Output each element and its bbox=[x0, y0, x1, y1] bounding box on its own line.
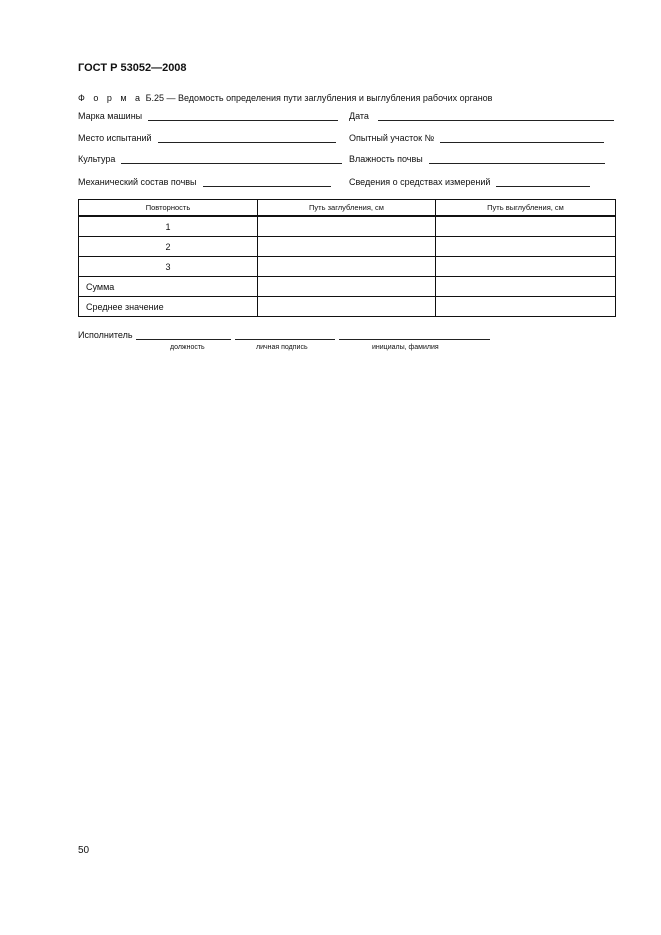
measurement-table bbox=[78, 199, 616, 317]
lifting-cell[interactable] bbox=[436, 277, 616, 297]
table-row bbox=[79, 277, 616, 297]
signature-input-line[interactable] bbox=[235, 330, 335, 340]
plot-field bbox=[349, 133, 604, 143]
soil-moisture-label: Влажность почвы bbox=[349, 154, 423, 164]
instruments-input-line[interactable] bbox=[496, 177, 590, 187]
form-title bbox=[78, 93, 492, 103]
lifting-cell[interactable] bbox=[436, 257, 616, 277]
penetration-cell[interactable] bbox=[258, 216, 436, 237]
instruments-field bbox=[349, 177, 590, 187]
page-number: 50 bbox=[78, 845, 90, 856]
date-field bbox=[349, 111, 614, 121]
row-label: 2 bbox=[79, 237, 258, 257]
penetration-cell[interactable] bbox=[258, 257, 436, 277]
soil-composition-input-line[interactable] bbox=[203, 177, 331, 187]
row-label: 3 bbox=[79, 257, 258, 277]
crop-input-line[interactable] bbox=[121, 154, 342, 164]
crop-label: Культура bbox=[78, 154, 116, 164]
plot-input-line[interactable] bbox=[440, 133, 604, 143]
machine-brand-input-line[interactable] bbox=[148, 111, 338, 121]
table-row bbox=[79, 237, 616, 257]
test-place-input-line[interactable] bbox=[158, 133, 336, 143]
lifting-cell[interactable] bbox=[436, 297, 616, 317]
full-name-input-line[interactable] bbox=[339, 330, 490, 340]
header-penetration-path: Путь заглубления, см bbox=[258, 200, 436, 217]
row-label: 1 bbox=[79, 216, 258, 237]
document-header: ГОСТ Р 53052—2008 bbox=[78, 62, 187, 74]
crop-field bbox=[78, 154, 342, 164]
table-row bbox=[79, 216, 616, 237]
row-label-sum: Сумма bbox=[79, 277, 258, 297]
soil-moisture-field bbox=[349, 154, 605, 164]
lifting-cell[interactable] bbox=[436, 237, 616, 257]
soil-moisture-input-line[interactable] bbox=[429, 154, 605, 164]
full-name-caption: инициалы, фамилия bbox=[372, 344, 439, 351]
form-prefix: Ф о р м а bbox=[78, 93, 144, 103]
plot-label: Опытный участок № bbox=[349, 133, 435, 143]
signer-block bbox=[78, 330, 490, 340]
row-label-average: Среднее значение bbox=[79, 297, 258, 317]
date-input-line[interactable] bbox=[378, 111, 614, 121]
instruments-label: Сведения о средствах измерений bbox=[349, 177, 491, 187]
header-repetition: Повторность bbox=[79, 200, 258, 217]
signature-caption: личная подпись bbox=[256, 344, 308, 351]
soil-composition-label: Механический состав почвы bbox=[78, 177, 197, 187]
test-place-label: Место испытаний bbox=[78, 133, 152, 143]
test-place-field bbox=[78, 133, 336, 143]
table-header-row bbox=[79, 200, 616, 217]
lifting-cell[interactable] bbox=[436, 216, 616, 237]
form-title-text: Б.25 — Ведомость определения пути заглубления и выглубления рабочих органов bbox=[145, 93, 493, 103]
position-caption: должность bbox=[170, 344, 205, 351]
table-row bbox=[79, 257, 616, 277]
position-input-line[interactable] bbox=[136, 330, 231, 340]
date-label: Дата bbox=[349, 111, 369, 121]
signer-label: Исполнитель bbox=[78, 330, 133, 340]
soil-composition-field bbox=[78, 177, 331, 187]
penetration-cell[interactable] bbox=[258, 277, 436, 297]
header-lifting-path: Путь выглубления, см bbox=[436, 200, 616, 217]
machine-brand-field bbox=[78, 111, 338, 121]
table-row bbox=[79, 297, 616, 317]
machine-brand-label: Марка машины bbox=[78, 111, 143, 121]
penetration-cell[interactable] bbox=[258, 237, 436, 257]
penetration-cell[interactable] bbox=[258, 297, 436, 317]
